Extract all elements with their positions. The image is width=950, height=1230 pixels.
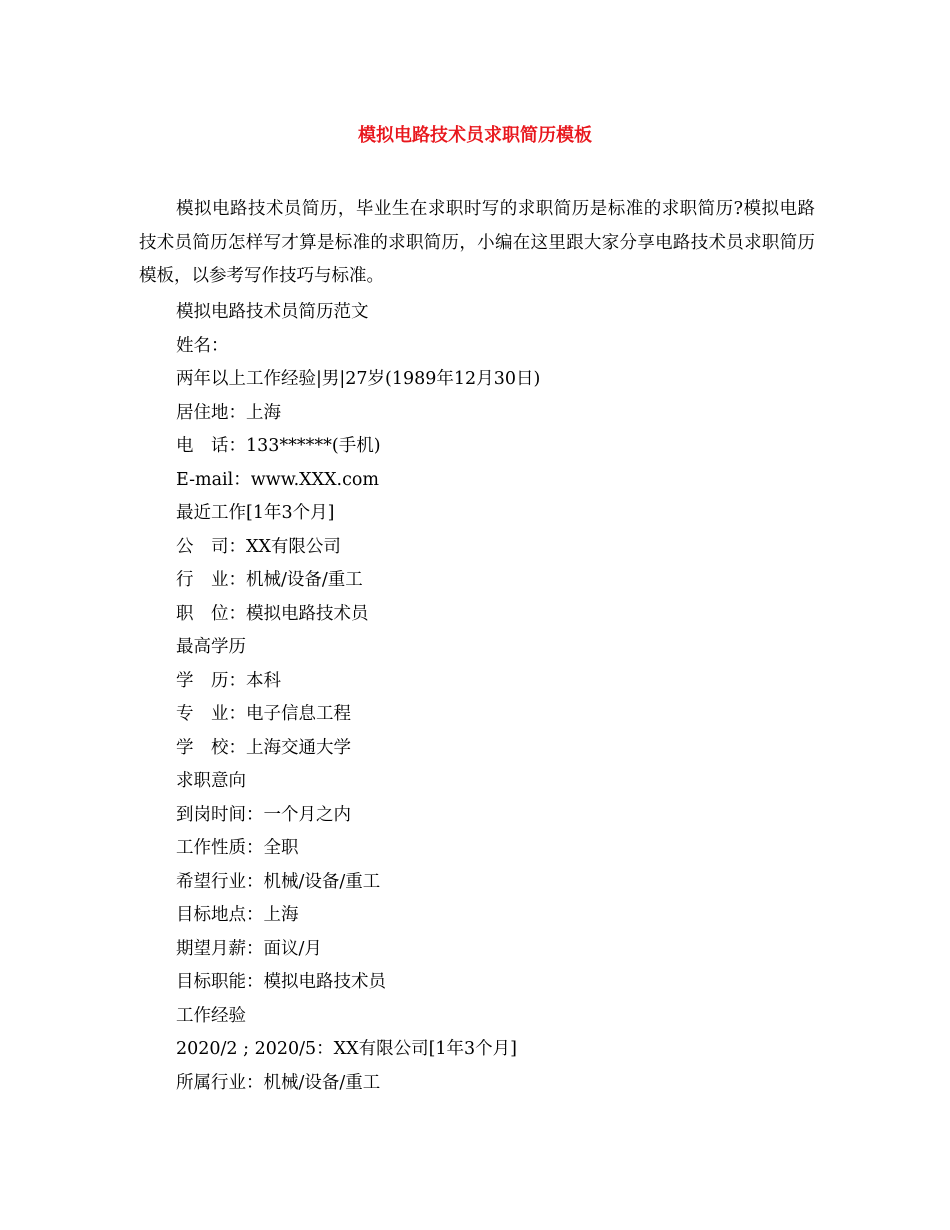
target-function-line: 目标职能：模拟电路技术员 — [176, 972, 386, 992]
intro-paragraph: 模拟电路技术员简历，毕业生在求职时写的求职简历是标准的求职简历?模拟电路技术员简历怎样写才算是标准的求职简历，小编在这里跟大家分享电路技术员求职简历模板，以参考写作技巧与标准。 — [139, 199, 815, 286]
start-time-line: 到岗时间：一个月之内 — [176, 804, 351, 825]
target-location-line: 目标地点：上海 — [176, 905, 299, 925]
major-line: 专 业：电子信息工程 — [176, 704, 351, 724]
email-line: E-mail：www.XXX.com — [176, 469, 380, 490]
school-line: 学 校：上海交通大学 — [176, 737, 351, 758]
document-title: 模拟电路技术员求职简历模板 — [358, 125, 592, 146]
section-heading-recent-work: 最近工作[1年3个月] — [176, 503, 335, 523]
section-heading-experience: 工作经验 — [176, 1005, 246, 1026]
position-line: 职 位：模拟电路技术员 — [176, 603, 369, 624]
company-line: 公 司：XX有限公司 — [176, 536, 341, 557]
degree-line: 学 历：本科 — [176, 670, 281, 691]
section-heading-education: 最高学历 — [176, 637, 246, 657]
resume-lines — [176, 296, 816, 1100]
residence-line: 居住地：上海 — [176, 402, 281, 423]
name-line: 姓名： — [176, 335, 229, 356]
phone-line: 电 话：133******(手机) — [176, 436, 381, 456]
industry-line: 行 业：机械/设备/重工 — [176, 570, 363, 590]
job-type-line: 工作性质：全职 — [176, 838, 299, 858]
experience-industry-line: 所属行业：机械/设备/重工 — [176, 1072, 381, 1093]
experience-period-line: 2020/2 ; 2020/5：XX有限公司[1年3个月] — [176, 1039, 517, 1059]
section-heading-job-intent: 求职意向 — [176, 771, 246, 791]
summary-line: 两年以上工作经验|男|27岁(1989年12月30日) — [176, 369, 541, 389]
section-heading-sample: 模拟电路技术员简历范文 — [176, 302, 369, 322]
desired-industry-line: 希望行业：机械/设备/重工 — [176, 871, 381, 892]
expected-salary-line: 期望月薪：面议/月 — [176, 938, 322, 959]
